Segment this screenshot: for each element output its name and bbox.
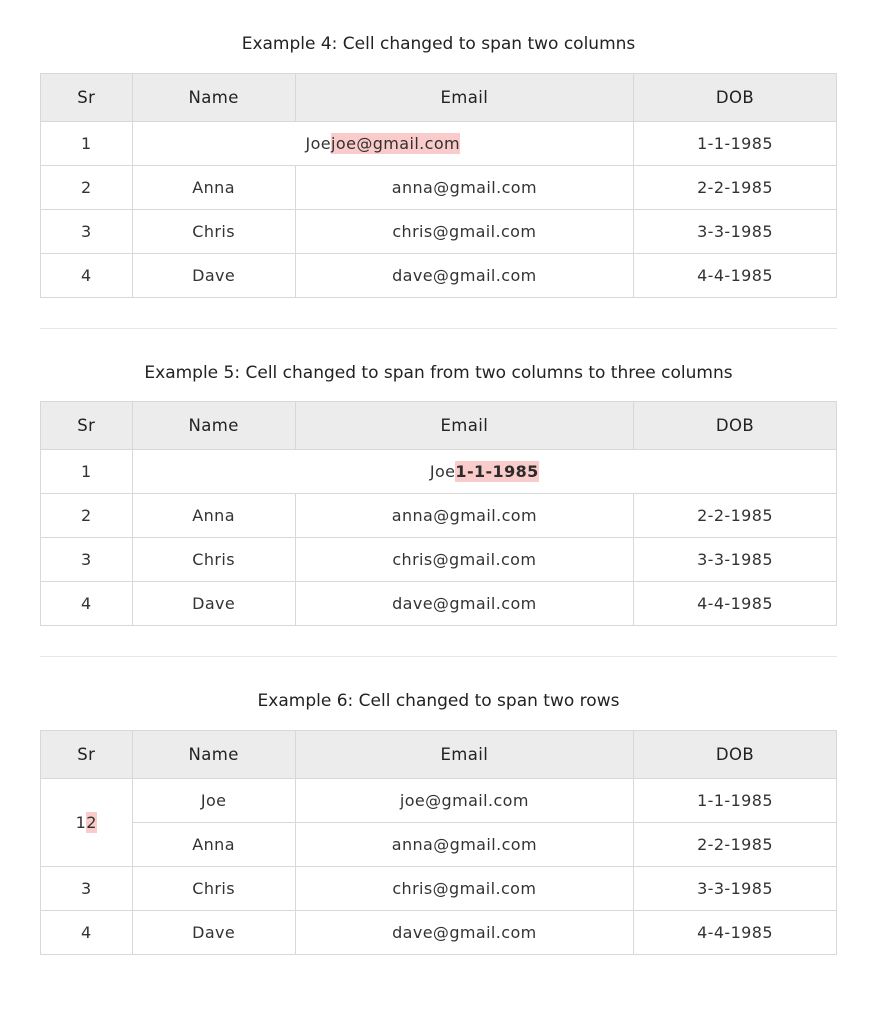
- cell-dob: 4-4-1985: [634, 253, 837, 297]
- column-header-dob: DOB: [634, 73, 837, 121]
- column-header-name: Name: [132, 73, 295, 121]
- cell-email: anna@gmail.com: [295, 165, 633, 209]
- cell-name: Dave: [132, 582, 295, 626]
- cell-sr: 1: [41, 121, 133, 165]
- cell-name: Chris: [132, 538, 295, 582]
- cell-email: dave@gmail.com: [295, 910, 633, 954]
- column-header-name: Name: [132, 402, 295, 450]
- table-row: [41, 538, 837, 582]
- cell-dob: 4-4-1985: [634, 910, 837, 954]
- cell-dob: 2-2-1985: [634, 165, 837, 209]
- example-title: Example 4: Cell changed to span two columns: [241, 34, 636, 54]
- cell-dob: 1-1-1985: [634, 778, 837, 822]
- bottom-spacer: [40, 955, 837, 985]
- example-block-4: [0, 0, 877, 329]
- cell-dob: 2-2-1985: [634, 494, 837, 538]
- cell-name: Joe: [132, 778, 295, 822]
- cell-name: Anna: [132, 494, 295, 538]
- column-header-sr: Sr: [41, 730, 133, 778]
- column-header-dob: DOB: [634, 402, 837, 450]
- table-row: [41, 450, 837, 494]
- cell-email: anna@gmail.com: [295, 494, 633, 538]
- cell-sr-merged-two-rows: [41, 778, 133, 866]
- table-row: [41, 910, 837, 954]
- cell-name: Chris: [132, 866, 295, 910]
- cell-name: Dave: [132, 910, 295, 954]
- example-table-5: [40, 401, 837, 626]
- cell-sr: 2: [41, 494, 133, 538]
- merged-cell-highlighted-text: joe@gmail.com: [331, 133, 461, 153]
- cell-name: Anna: [132, 822, 295, 866]
- cell-dob: 4-4-1985: [634, 582, 837, 626]
- cell-sr: 3: [41, 538, 133, 582]
- cell-dob: 1-1-1985: [634, 121, 837, 165]
- table-row: [41, 778, 837, 822]
- example-title: Example 6: Cell changed to span two rows: [257, 691, 620, 712]
- column-header-email: Email: [295, 73, 633, 121]
- cell-name: Dave: [132, 253, 295, 297]
- example-block-5: [0, 329, 877, 658]
- cell-name: Chris: [132, 209, 295, 253]
- cell-sr: 4: [41, 253, 133, 297]
- cell-email: anna@gmail.com: [295, 822, 633, 866]
- cell-merged-two-columns: [132, 121, 633, 165]
- column-header-email: Email: [295, 730, 633, 778]
- column-header-sr: Sr: [41, 73, 133, 121]
- cell-sr: 3: [41, 866, 133, 910]
- example-title: Example 5: Cell changed to span from two columns to three columns: [144, 362, 733, 383]
- table-row: [41, 253, 837, 297]
- merged-cell-plain-text: Joe: [429, 462, 456, 482]
- cell-email: chris@gmail.com: [295, 538, 633, 582]
- table-header-row: [41, 73, 837, 121]
- cell-dob: 3-3-1985: [634, 209, 837, 253]
- cell-sr: 3: [41, 209, 133, 253]
- column-header-email: Email: [295, 402, 633, 450]
- column-header-sr: Sr: [41, 402, 133, 450]
- column-header-name: Name: [132, 730, 295, 778]
- table-row: [41, 165, 837, 209]
- cell-sr: 4: [41, 582, 133, 626]
- merged-cell-plain-text: Joe: [305, 133, 332, 153]
- merged-cell-highlighted-text: 1-1-1985: [455, 462, 539, 482]
- example-block-6: [0, 657, 877, 985]
- table-row: [41, 209, 837, 253]
- cell-sr: 2: [41, 165, 133, 209]
- table-row: [41, 121, 837, 165]
- cell-email: chris@gmail.com: [295, 209, 633, 253]
- cell-dob: 3-3-1985: [634, 866, 837, 910]
- cell-email: joe@gmail.com: [295, 778, 633, 822]
- example-table-4: [40, 73, 837, 298]
- example-table-6: [40, 730, 837, 955]
- cell-email: dave@gmail.com: [295, 253, 633, 297]
- table-row: [41, 866, 837, 910]
- cell-merged-three-columns: [132, 450, 836, 494]
- column-header-dob: DOB: [634, 730, 837, 778]
- table-header-row: [41, 402, 837, 450]
- table-row: [41, 822, 837, 866]
- cell-sr-plain-text: 1: [75, 812, 87, 832]
- cell-email: chris@gmail.com: [295, 866, 633, 910]
- table-header-row: [41, 730, 837, 778]
- cell-dob: 2-2-1985: [634, 822, 837, 866]
- cell-name: Anna: [132, 165, 295, 209]
- cell-dob: 3-3-1985: [634, 538, 837, 582]
- table-row: [41, 494, 837, 538]
- table-row: [41, 582, 837, 626]
- cell-sr: 4: [41, 910, 133, 954]
- cell-sr: 1: [41, 450, 133, 494]
- cell-email: dave@gmail.com: [295, 582, 633, 626]
- cell-sr-highlighted-text: 2: [86, 812, 97, 832]
